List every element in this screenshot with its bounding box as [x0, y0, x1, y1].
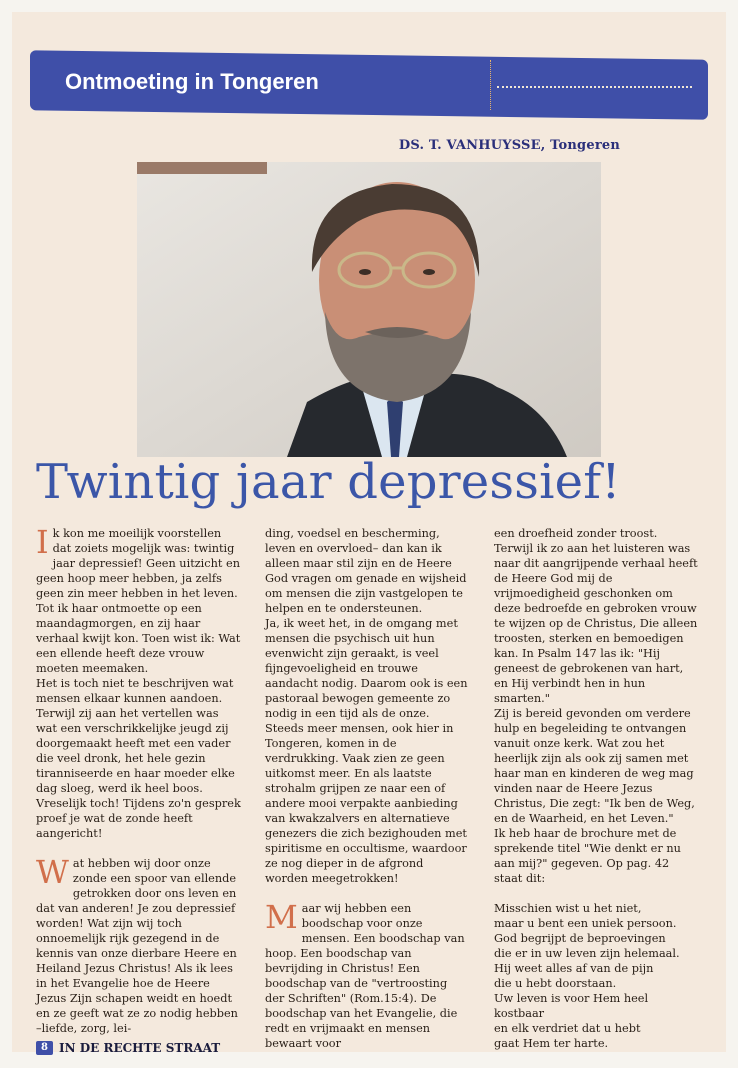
article-column-2	[265, 526, 470, 1051]
banner-dotted-line	[497, 86, 692, 88]
paragraph: een droefheid zonder troost.	[494, 527, 658, 540]
banner-separator	[490, 60, 491, 110]
article-headline: Twintig jaar depressief!	[36, 454, 621, 510]
drop-cap: I	[36, 523, 49, 561]
drop-cap: M	[265, 898, 298, 936]
magazine-name: IN DE RECHTE STRAAT	[59, 1041, 221, 1055]
paragraph-text: aar wij hebben een boodschap voor onze mensen. Een boodschap van hoop. Een boodschap van bevrijding in Christus! Een boodschap van de "vertroosting der Schriften" (Rom.15:4). De boodschap van het Evangelie, die redt en vrijmaakt en mensen bewaart voor	[265, 902, 465, 1050]
paragraph: Ja, ik weet het, in de omgang met mensen die psychisch uit hun evenwicht zijn geraakt, is veel fijngevoeligheid en trouwe aandacht nodig. Daarom ook is een pastoraal bewogen gemeente zo nodig in een tijd als de onze. Steeds meer mensen, ook hier in Tongeren, komen in de verdrukking. Vaak zien ze geen uitkomst meer. En als laatste strohalm grijpen ze naar een of andere mooi verpakte aanbieding van kwakzalvers en alternatieve genezers die zich bezighouden met spiritisme en occultisme, waardoor ze nog dieper in de afgrond worden meegetrokken!	[265, 617, 468, 885]
article-column-3	[494, 526, 699, 1051]
poem-line: God begrijpt de beproevingen	[494, 932, 666, 945]
poem-line: gaat Hem ter harte.	[494, 1037, 609, 1050]
article-column-1	[36, 523, 241, 1036]
paragraph: Ik heb haar de brochure met de sprekende titel "Wie denkt er nu aan mij?" gegeven. Op pag. 42 staat dit:	[494, 827, 681, 885]
poem-line: Uw leven is voor Hem heel kostbaar	[494, 992, 649, 1020]
section-title: Ontmoeting in Tongeren	[65, 69, 319, 94]
paragraph	[265, 898, 470, 1051]
paragraph-text: at hebben wij door onze zonde een spoor van ellende getrokken door ons leven en dat van anderen! Je zou depressief worden! Wat zijn wij toch onnoemelijk rijk gezegend in de kennis van onze dierbare Heere en Heiland Jezus Christus! Als ik lees in het Evangelie hoe de Heere Jezus Zijn schapen weidt en hoedt en ze geeft wat ze zo nodig hebben –liefde, zorg, lei-	[36, 857, 238, 1035]
paragraph: Terwijl ik zo aan het luisteren was naar dit aangrijpende verhaal heeft de Heere God mij de vrijmoedigheid geschonken om deze bedroefde en gebroken vrouw te wijzen op de Christus, Die alleen troosten, sterken en bemoedigen kan. In Psalm 147 las ik: "Hij geneest de gebrokenen van hart, en Hij verbindt hen in hun smarten."	[494, 542, 698, 705]
poem-line: die u hebt doorstaan.	[494, 977, 617, 990]
author-byline: DS. T. VANHUYSSE, Tongeren	[398, 138, 620, 153]
paragraph: ding, voedsel en bescherming, leven en overvloed– dan kan ik alleen maar stil zijn en de Heere God vragen om genade en wijsheid om mensen die zijn vastgelopen te helpen en te ondersteunen.	[265, 527, 467, 615]
paragraph	[36, 523, 241, 676]
paragraph: Zij is bereid gevonden om verdere hulp en begeleiding te ontvangen vanuit onze kerk. Wat zou het heerlijk zijn als ook zij samen met haar man en kinderen de weg mag vinden naar de Heere Jezus Christus, Die zegt: "Ik ben de Weg, en de Waarheid, en het Leven."	[494, 707, 695, 825]
poem-line: maar u bent een uniek persoon.	[494, 917, 677, 930]
poem-line: Misschien wist u het niet,	[494, 902, 642, 915]
paragraph: Het is toch niet te beschrijven wat mensen elkaar kunnen aandoen. Terwijl zij aan het vertellen was wat een verschrikkelijke jeugd zij doorgemaakt heeft met een vader die veel dronk, het hele gezin tiranniseerde en haar moeder elke dag sloeg, werd ik heel boos. Vreselijk toch! Tijdens zo'n gesprek proef je wat de zonde heeft aangericht!	[36, 677, 241, 840]
page-number: 8	[36, 1041, 53, 1055]
page-footer	[36, 1041, 220, 1055]
poem-line: die er in uw leven zijn helemaal.	[494, 947, 680, 960]
portrait-photo-icon	[137, 162, 601, 457]
poem-line: Hij weet alles af van de pijn	[494, 962, 654, 975]
drop-cap: W	[36, 853, 69, 891]
paragraph	[36, 853, 241, 1036]
poem-line: en elk verdriet dat u hebt	[494, 1022, 641, 1035]
paragraph-text: k kon me moeilijk voorstellen dat zoiets mogelijk was: twintig jaar depressief! Geen uitzicht en geen hoop meer hebben, ja zelfs geen zin meer hebben in het leven. Tot ik haar ontmoette op een maandagmorgen, en zij haar verhaal kwijt kon. Toen wist ik: Wat een ellende heeft deze vrouw moeten meemaken.	[36, 527, 241, 675]
